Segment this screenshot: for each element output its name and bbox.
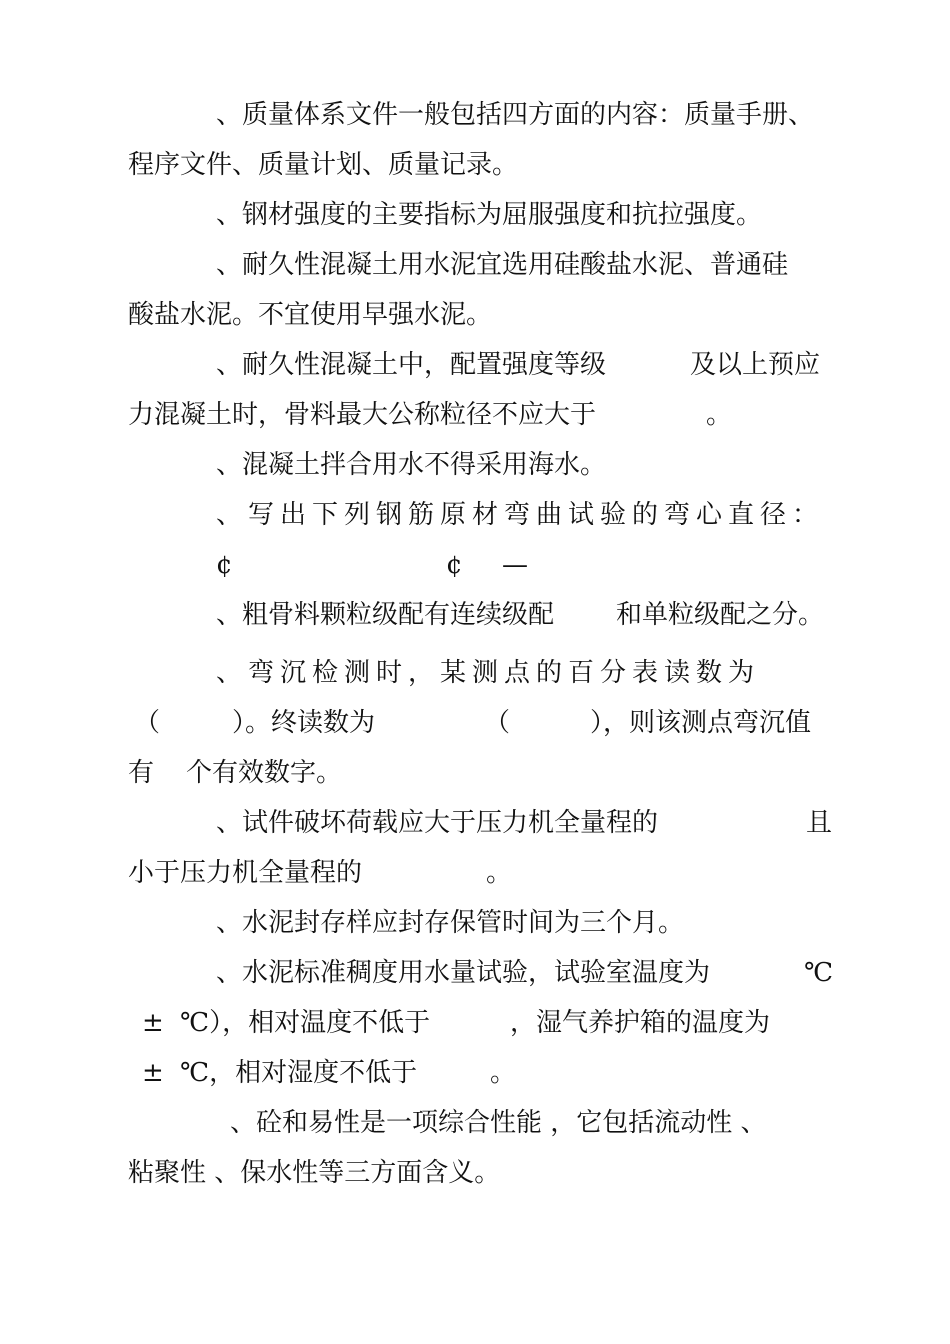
deflection-final-reading: ）。终读数为 (232, 708, 376, 738)
item-quality-system-cont: 程序文件、质量计划、质量记录。 (128, 150, 519, 180)
deflection-paren-open-1: （ (134, 708, 161, 738)
item-cement-choice: 、耐久性混凝土用水泥宜选用硅酸盐水泥、普通硅 (216, 250, 789, 280)
consistency-humidity-1: ℃），相对温度不低于 (180, 1008, 431, 1038)
item-steel-strength: 、钢材强度的主要指标为屈服强度和抗拉强度。 (216, 200, 763, 230)
item-aggregate-size-b: 及以上预应 (690, 350, 821, 380)
consistency-humidity-2: ℃，相对湿度不低于 (180, 1058, 418, 1088)
item-grading-b: 和单粒级配之分。 (616, 600, 825, 630)
consistency-pm-2: ± (142, 1058, 164, 1088)
item-aggregate-size-end: 。 (706, 400, 733, 430)
item-workability-cont: 粘聚性 、保水性等三方面含义。 (128, 1158, 501, 1188)
consistency-curing-box: ，湿气养护箱的温度为 (510, 1008, 771, 1038)
deflection-sig-b: 个有效数字。 (186, 758, 343, 788)
item-press-range-cont: 小于压力机全量程的 (128, 858, 363, 888)
bend-diameter-symbol-1: ¢ (216, 550, 233, 580)
deflection-paren-open-2: （ (484, 708, 511, 738)
item-aggregate-size-cont: 力混凝土时，骨料最大公称粒径不应大于 (128, 400, 597, 430)
item-quality-system: 、质量体系文件一般包括四方面的内容：质量手册、 (216, 100, 815, 130)
item-cement-choice-cont: 酸盐水泥。不宜使用早强水泥。 (128, 300, 493, 330)
deflection-result: ），则该测点弯沉值 (590, 708, 812, 738)
item-press-range-b: 且 (806, 808, 833, 838)
deflection-sig-a: 有 (128, 758, 155, 788)
bend-diameter-symbol-2: ¢ (446, 550, 463, 580)
item-consistency-test: 、水泥标准稠度用水量试验，试验室温度为 (216, 958, 711, 988)
consistency-pm-1: ± (142, 1008, 164, 1038)
item-cement-storage: 、水泥封存样应封存保管时间为三个月。 (216, 908, 685, 938)
item-consistency-unit: ℃ (804, 958, 834, 988)
item-aggregate-size: 、耐久性混凝土中，配置强度等级 (216, 350, 607, 380)
bend-dash: — (502, 550, 528, 580)
item-bend-test: 、写出下列钢筋原材弯曲试验的弯心直径： (216, 500, 825, 530)
item-grading: 、粗骨料颗粒级配有连续级配 (216, 600, 555, 630)
item-deflection: 、弯沉检测时，某测点的百分表读数为 (216, 658, 761, 688)
item-press-range-end: 。 (486, 858, 513, 888)
item-press-range: 、试件破坏荷载应大于压力机全量程的 (216, 808, 659, 838)
consistency-end: 。 (490, 1058, 517, 1088)
item-workability: 、砼和易性是一项综合性能 ，它包括流动性 、 (230, 1108, 767, 1138)
item-mixing-water: 、混凝土拌合用水不得采用海水。 (216, 450, 607, 480)
